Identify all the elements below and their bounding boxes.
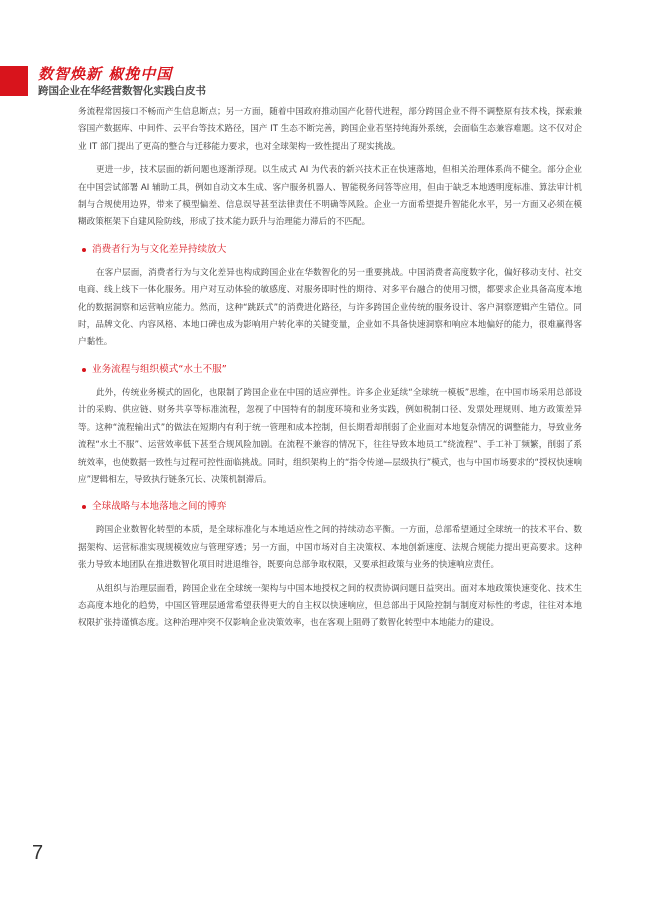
paragraph: 务流程常因接口不畅而产生信息断点；另一方面，随着中国政府推动国产化替代进程，部分跨国企业不得不调整原有技术栈，探索兼容国产数据库、中间件、云平台等技术路径，国产 IT 生态不断完善，跨国企业若坚持纯海外系统，会面临生态兼容难题。这不仅对企业 IT 部门提出了更高的整合与迁移能力要求，也对全球架构一致性提出了现实挑战。 bbox=[78, 107, 582, 152]
section-heading-text: 全球战略与本地落地之间的博弈 bbox=[92, 501, 227, 513]
section-heading-text: 业务流程与组织模式“水土不服” bbox=[92, 363, 227, 375]
bullet-icon bbox=[82, 248, 86, 252]
page-header bbox=[0, 30, 662, 97]
header-accent-block bbox=[0, 66, 28, 96]
paragraph: 此外，传统业务模式的固化，也限制了跨国企业在中国的适应弹性。许多企业延续“全球统一模板”思维，在中国市场采用总部设计的采购、供应链、财务共享等标准流程，忽视了中国特有的制度环境和业务实践，例如税制口径、发票处理规则、地方政策差异等。这种“流程输出式”的做法在短期内有利于统一管理和成本控制，但长期看却削弱了企业面对本地复杂情况的调整能力，导致业务流程“水土不服”、运营效率低下甚至合规风险加剧。在流程不兼容的情况下，往往导致本地员工“绕流程”、手工补丁频繁，削弱了系统效率，也使数据一致性与过程可控性面临挑战。同时，组织架构上的“指令传递—层级执行”模式，也与中国市场要求的“授权快速响应”逻辑相左，导致执行链条冗长、决策机制滞后。 bbox=[78, 387, 582, 485]
page-number: 7 bbox=[32, 842, 44, 864]
main-content bbox=[78, 104, 582, 639]
section-heading-text: 消费者行为与文化差异持续放大 bbox=[92, 243, 227, 255]
section-heading-global-local bbox=[78, 499, 582, 515]
paragraph: 在客户层面，消费者行为与文化差异也构成跨国企业在华数智化的另一重要挑战。中国消费者高度数字化，偏好移动支付、社交电商、线上线下一体化服务。用户对互动体验的敏感度、对服务即时性的期待、对多平台融合的使用习惯，都要求企业具备高度本地化的数据洞察和运营响应能力。然而，这种“跳跃式”的消费进化路径，与许多跨国企业传统的服务设计、客户洞察逻辑产生错位。同时，品牌文化、内容风格、本地口碑也成为影响用户转化率的关键变量，企业如不具备快速洞察和响应本地偏好的能力，很难赢得客户黏性。 bbox=[78, 267, 582, 348]
paragraph: 从组织与治理层面看，跨国企业在全球统一架构与中国本地授权之间的权责协调问题日益突出。面对本地政策快速变化、技术生态高度本地化的趋势，中国区管理层通常希望获得更大的自主权以快速响应，但总部出于风险控制与制度对标性的考虑，往往对本地权限扩张持谨慎态度。这种治理冲突不仅影响企业决策效率，也在客观上阻碍了数智化转型中本地能力的建设。 bbox=[78, 583, 582, 629]
header-logo: 数智焕新 椒挽中国 bbox=[38, 65, 173, 83]
bullet-icon bbox=[82, 368, 86, 372]
paragraph: 跨国企业数智化转型的本质，是全球标准化与本地适应性之间的持续动态平衡。一方面，总部希望通过全球统一的技术平台、数据架构、运营标准实现规模效应与管理穿透；另一方面，中国市场对自主决策权、本地创新速度、法规合规能力提出更高要求。这种张力导致本地团队在推进数智化项目时进退维谷，既要向总部争取权限，又要承担政策与业务的快速响应责任。 bbox=[78, 525, 582, 571]
paragraph: 更进一步，技术层面的新问题也逐渐浮现。以生成式 AI 为代表的新兴技术正在快速落地，但相关治理体系尚不健全。部分企业在中国尝试部署 AI 辅助工具，例如自动文本生成、客户服务机器人、智能税务问答等应用，但由于缺乏本地透明度标准、算法审计机制与合规使用边界，带来了模型偏差、信息误导甚至法律责任不明确等风险。企业一方面希望提升智能化水平，另一方面又必须在模糊政策框架下自建风险防线，形成了技术能力跃升与治理能力滞后的不匹配。 bbox=[78, 165, 582, 228]
bullet-icon bbox=[82, 505, 86, 509]
header-subtitle: 跨国企业在华经营数智化实践白皮书 bbox=[38, 85, 206, 97]
section-heading-consumer-behavior bbox=[78, 242, 582, 258]
section-heading-business-process bbox=[78, 362, 582, 378]
